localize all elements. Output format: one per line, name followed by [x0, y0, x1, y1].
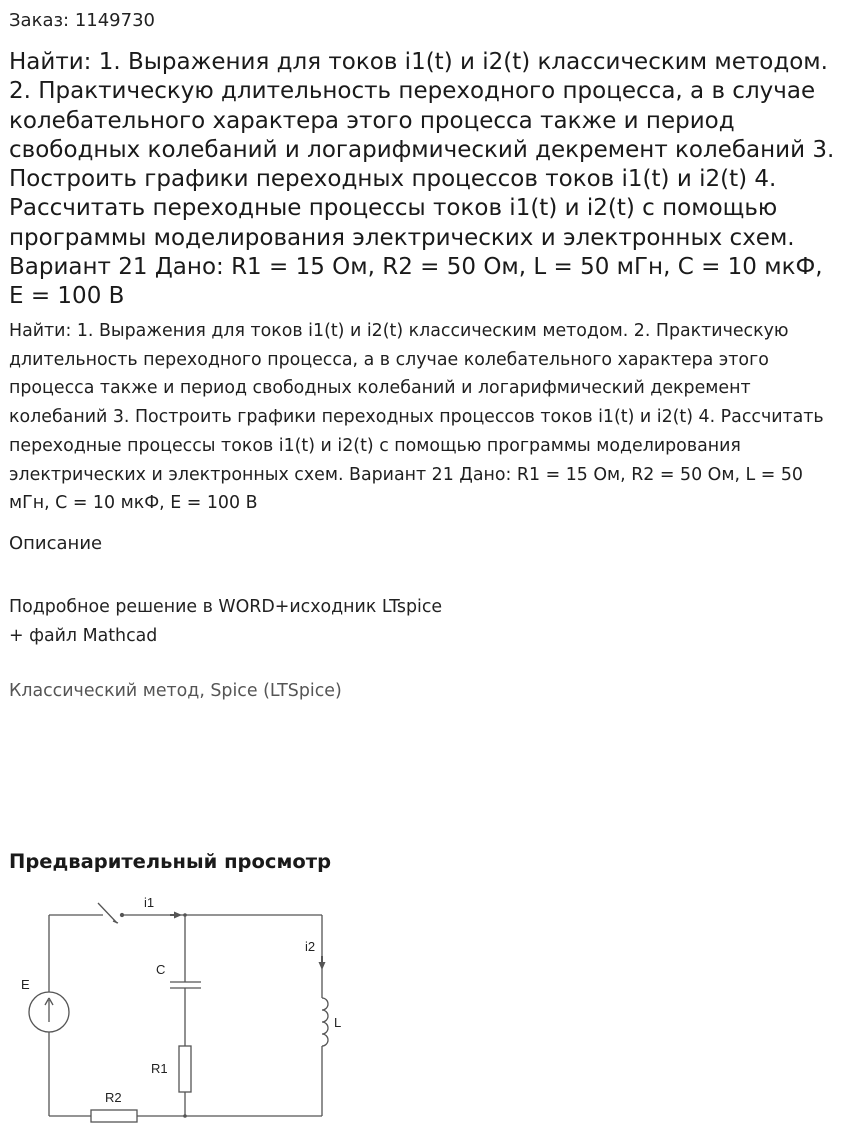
description-heading: Описание — [9, 533, 103, 554]
current-i1-arrowhead — [174, 912, 182, 919]
junction-bottom — [183, 1114, 187, 1118]
label-r2: R2 — [105, 1090, 122, 1105]
inductor-coil — [322, 998, 328, 1046]
label-i1: i1 — [144, 895, 155, 910]
task-description: Найти: 1. Выражения для токов i1(t) и i2(t) классическим методом. 2. Практическую длительность переходного процесса, а в случае колебательного характера этого процесса также и период свободных колебаний и логарифмический декремент колебаний 3. Построить графики переходных процессов токов i1(t) и i2(t) 4. Рассчитать переходные процессы токов i1(t) и i2(t) с помощью программы моделирования электрических и электронных схем. Вариант 21 Дано: R1 = 15 Ом, R2 = 50 Ом, L = 50 мГн, С = 10 мкФ, E = 100 В — [9, 321, 824, 514]
label-i2: i2 — [305, 939, 316, 954]
description-text — [9, 593, 609, 651]
page-title: Найти: 1. Выражения для токов i1(t) и i2(t) классическим методом. 2. Практическую длительность переходного процесса, а в случае колебательного характера этого процесса также и период свободных колебаний и логарифмический декремент колебаний 3. Построить графики переходных процессов токов i1(t) и i2(t) 4. Рассчитать переходные процессы токов i1(t) и i2(t) с помощью программы моделирования электрических и электронных схем. Вариант 21 Дано: R1 = 15 Ом, R2 = 50 Ом, L = 50 мГн, С = 10 мкФ, E = 100 В — [9, 49, 835, 310]
description-line-2: + файл Mathcad — [9, 626, 158, 646]
current-i2-arrowhead — [319, 962, 326, 970]
resistor-r2 — [91, 1110, 137, 1122]
resistor-r1 — [179, 1046, 191, 1092]
switch-arrow — [113, 921, 118, 923]
junction-top — [183, 913, 187, 917]
preview-heading: Предварительный просмотр — [9, 850, 332, 873]
label-r1: R1 — [151, 1061, 168, 1076]
label-l: L — [334, 1015, 342, 1030]
label-c: C — [156, 962, 166, 977]
description-line-1: Подробное решение в WORD+исходник LTspice — [9, 597, 443, 617]
switch-contact — [121, 914, 124, 917]
circuit-diagram — [18, 886, 358, 1126]
switch-blade — [98, 903, 117, 923]
tags-line: Классический метод, Spice (LTSpice) — [9, 681, 342, 701]
order-number: Заказ: 1149730 — [9, 10, 155, 31]
label-e: E — [21, 977, 30, 992]
